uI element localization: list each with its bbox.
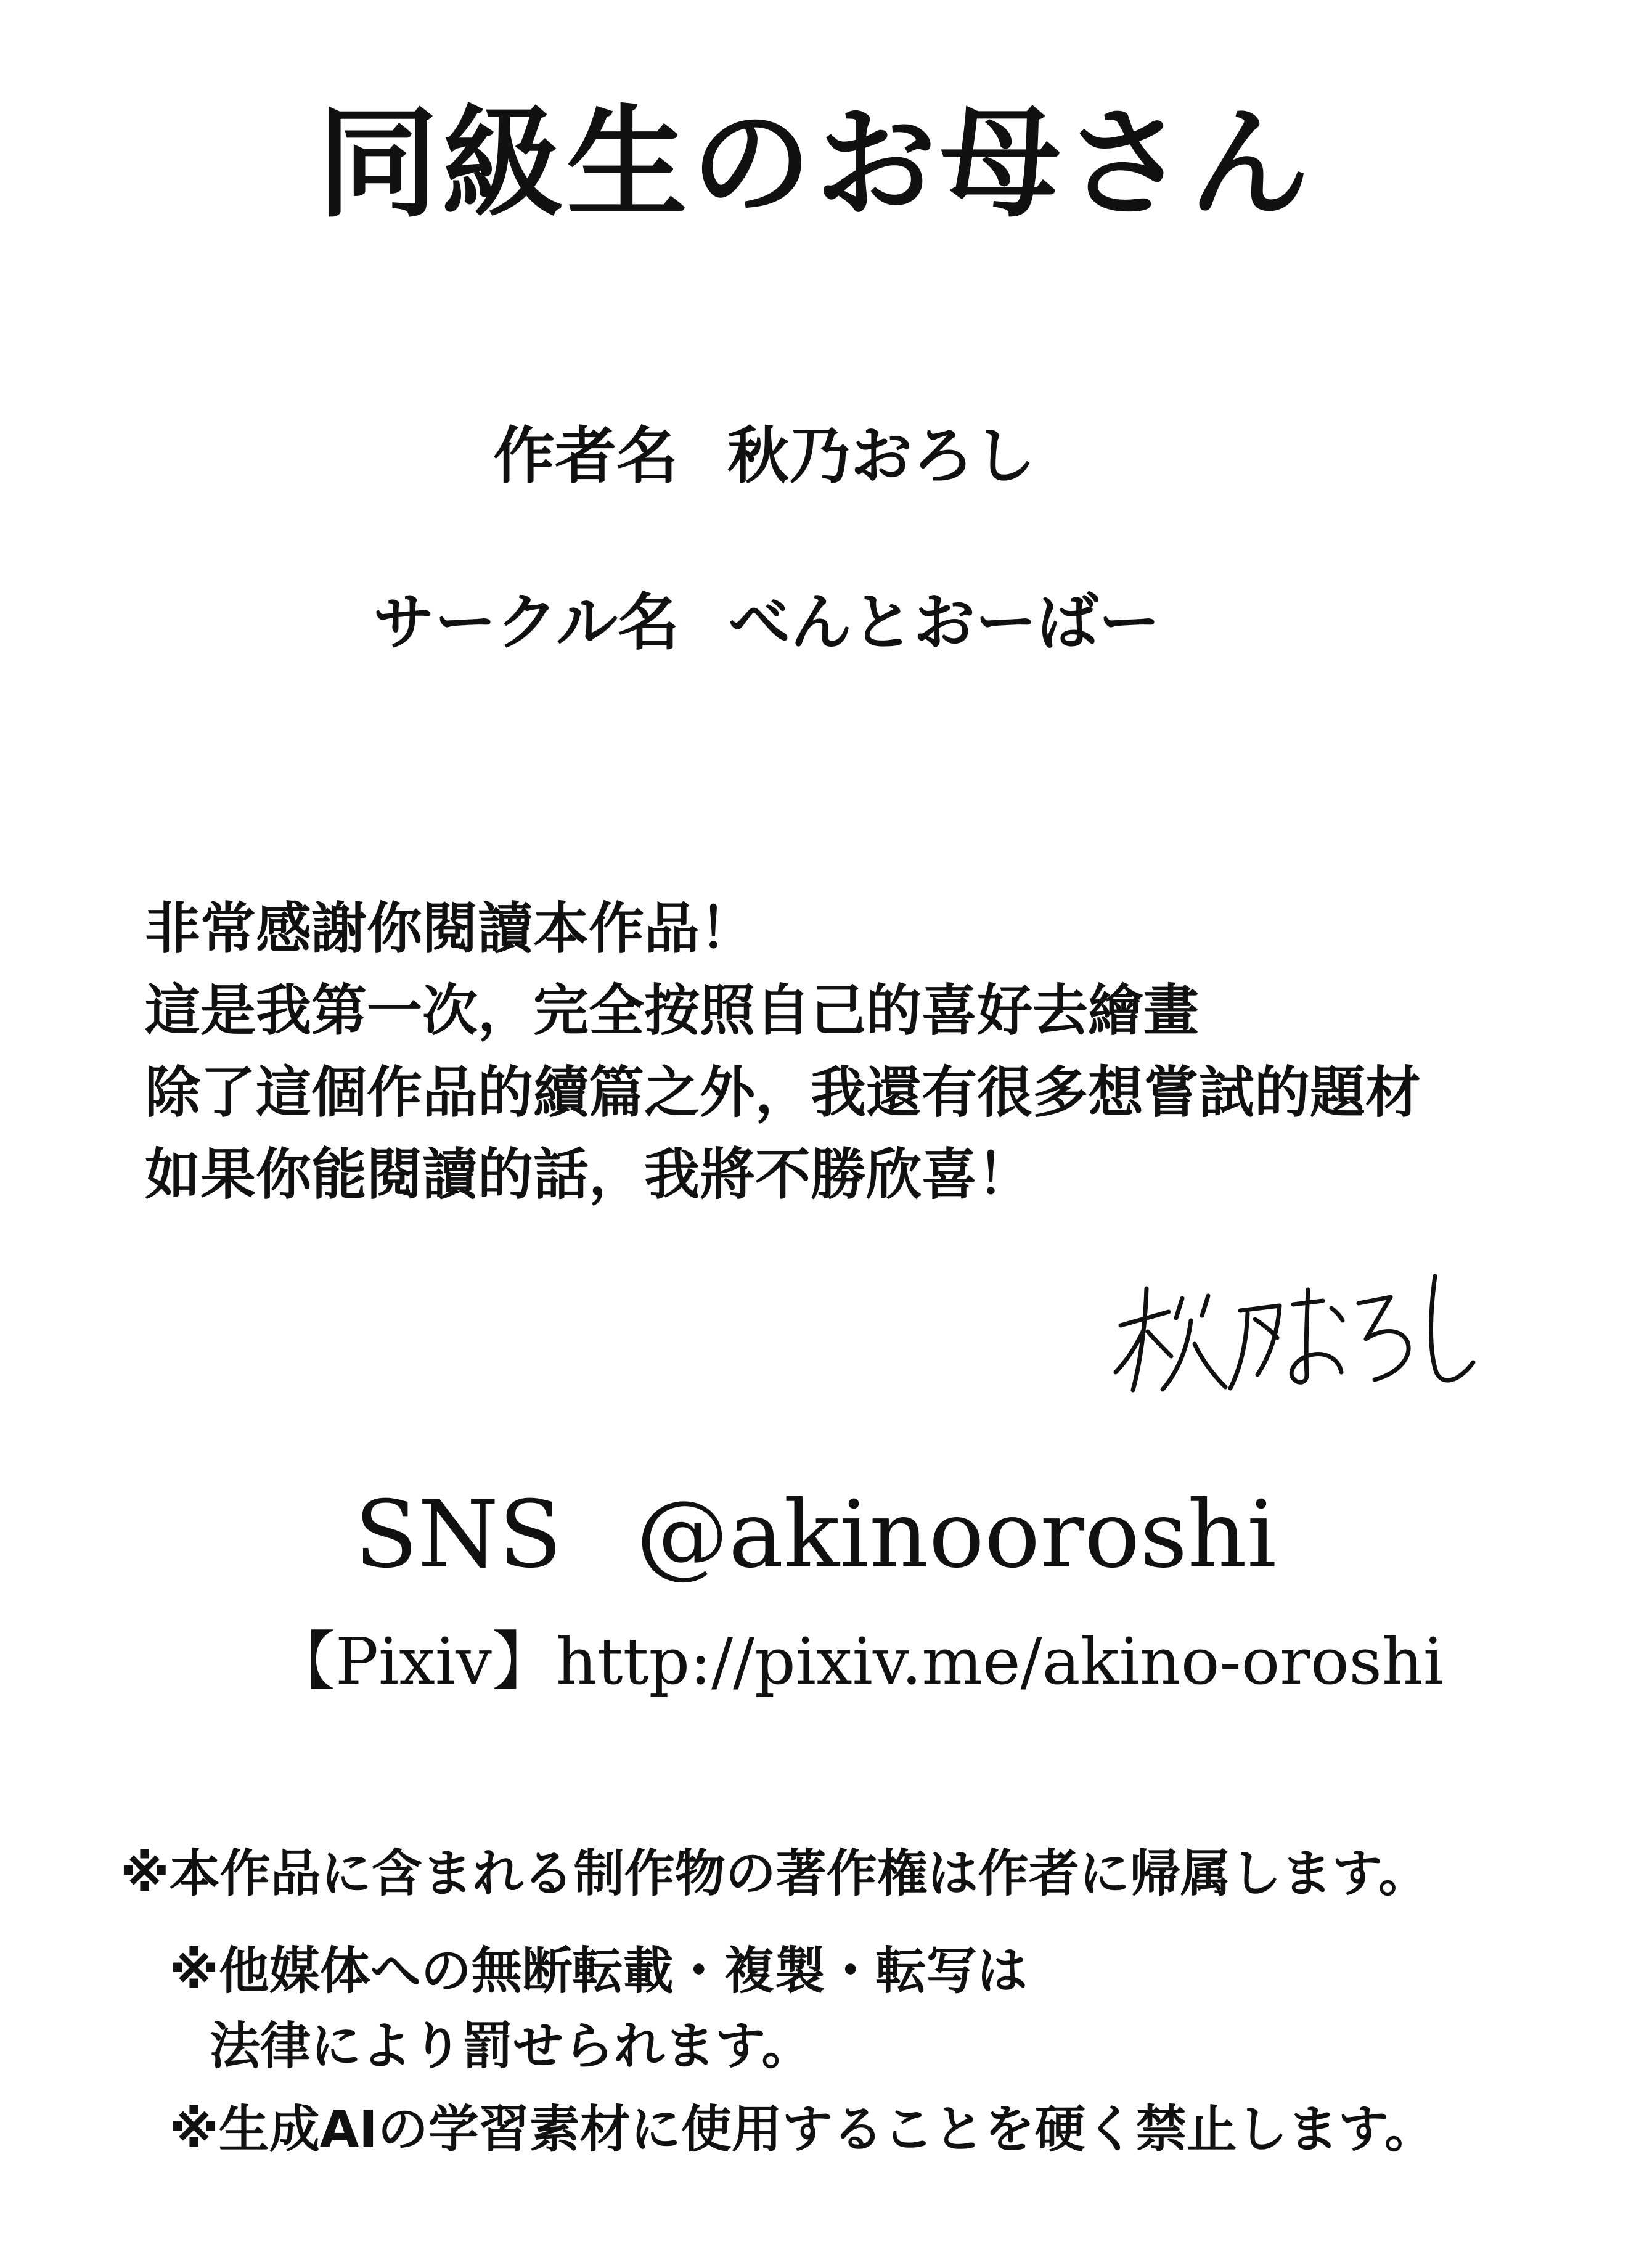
circle-credit	[373, 586, 1160, 660]
message-line: 這是我第一次，完全按照自己的喜好去繪畫	[145, 978, 1199, 1043]
pixiv-link: 【Pixiv】http://pixiv.me/akino-oroshi	[271, 1624, 1444, 1699]
notice-line: ※本作品に含まれる制作物の著作権は作者に帰属します。	[120, 1844, 1429, 1903]
sns-handle: @akinooroshi	[636, 1481, 1277, 1589]
message-line: 非常感謝你閱讀本作品！	[145, 896, 755, 961]
notice-line: 法律により罰せられます。	[210, 2017, 812, 2076]
sns-label: SNS	[354, 1481, 562, 1589]
circle-label: サークル名	[373, 586, 679, 658]
sns-line	[0, 1480, 1631, 1590]
notice-line: ※生成AIの学習素材に使用することを硬く禁止します。	[170, 2100, 1436, 2159]
message-line: 如果你能閱讀的話，我將不勝欣喜！	[145, 1142, 1032, 1207]
page-title: 同級生のお母さん	[317, 92, 1314, 234]
message-line: 除了這個作品的續篇之外，我還有很多想嘗試的題材	[145, 1060, 1421, 1125]
notice-line: ※他媒体への無断転載・複製・転写は	[170, 1942, 1028, 2000]
handwritten-signature	[1110, 1251, 1492, 1399]
author-name: 秋乃おろし	[727, 420, 1036, 492]
author-credit	[493, 419, 1036, 493]
circle-name: べんとおーばー	[729, 586, 1160, 658]
author-label: 作者名	[493, 420, 678, 492]
